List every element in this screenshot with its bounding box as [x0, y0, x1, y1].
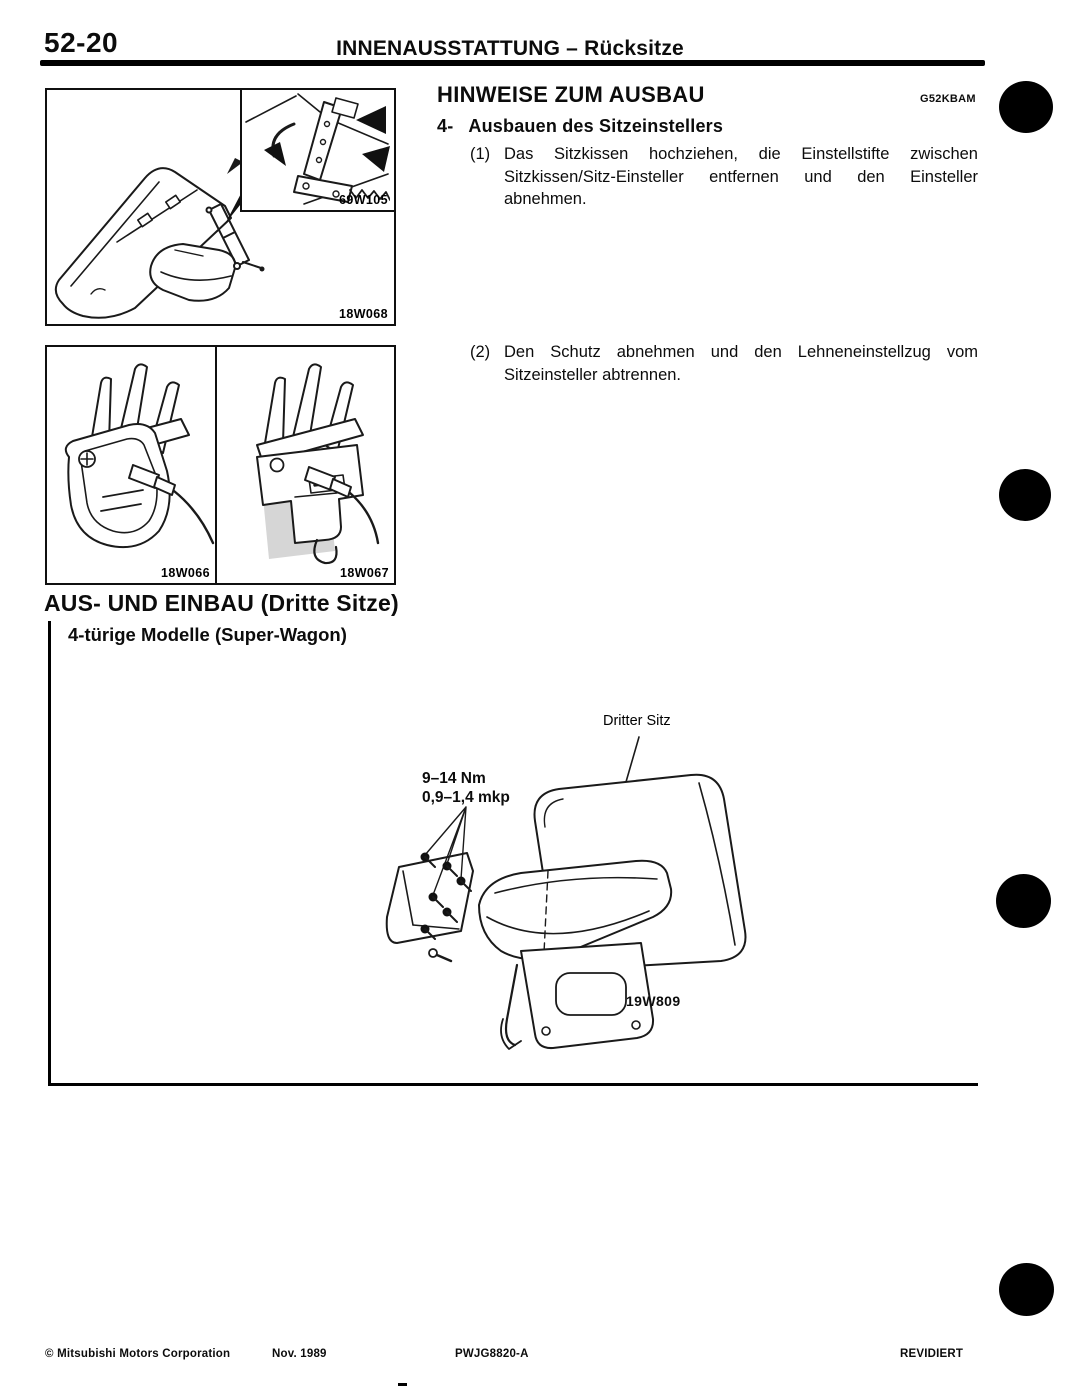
section-title: HINWEISE ZUM AUSBAU [437, 82, 705, 107]
item-text: Den Schutz abnehmen und den Lehneneinstellzug vom Sitzeinsteller abtrennen. [504, 343, 978, 384]
figure-code: 18W067 [340, 566, 389, 580]
step-number: 4- [437, 116, 454, 136]
punch-mark [996, 874, 1051, 928]
torque-spec-label [422, 769, 510, 807]
section-code: G52KBAM [920, 93, 976, 105]
figure-code: 18W066 [161, 566, 210, 580]
figure-code: 69W105 [339, 193, 388, 207]
torque-nm: 9–14 Nm [422, 770, 486, 787]
latch-open-illustration [217, 347, 390, 579]
adjuster-detail-illustration [242, 90, 390, 206]
punch-mark [999, 1263, 1054, 1316]
item-number: (2) [470, 343, 491, 361]
seat-callout-label: Dritter Sitz [603, 713, 671, 729]
header-rule [40, 60, 985, 66]
scan-artifact-dash [398, 1383, 407, 1386]
item-number: (1) [470, 145, 491, 163]
punch-mark [999, 81, 1053, 133]
figure-third-seat [48, 621, 978, 1086]
section-title: AUS- UND EINBAU (Dritte Sitze) [44, 590, 399, 616]
figure-inset-adjuster-detail [240, 88, 396, 212]
footer-copyright: © Mitsubishi Motors Corporation [45, 1348, 231, 1360]
figure-code: 18W068 [339, 307, 388, 321]
punch-mark [999, 469, 1051, 521]
page-number: 52-20 [44, 27, 119, 58]
footer-doc-number: PWJG8820-A [455, 1348, 529, 1360]
figure-code: 19W809 [626, 993, 681, 1009]
page-title: INNENAUSSTATTUNG – Rücksitze [336, 37, 684, 60]
latch-covered-illustration [47, 347, 215, 579]
instruction-item [470, 143, 978, 211]
step-title: Ausbauen des Sitzeinstellers [468, 116, 724, 136]
figure-seat-adjuster [45, 88, 396, 326]
subsection-title: 4-türige Modelle (Super-Wagon) [68, 624, 347, 645]
instruction-item [470, 341, 978, 386]
item-text: Das Sitzkissen hochziehen, die Einstellstifte zwischen Sitzkissen/Sitz-Einsteller entfernen und den Einsteller abnehmen. [504, 145, 978, 208]
step-heading [437, 116, 723, 137]
third-seat-illustration [51, 621, 975, 1080]
footer-date: Nov. 1989 [272, 1348, 327, 1360]
torque-mkp: 0,9–1,4 mkp [422, 789, 510, 806]
figure-latch-cable [45, 345, 396, 585]
footer-status: REVIDIERT [900, 1348, 964, 1360]
